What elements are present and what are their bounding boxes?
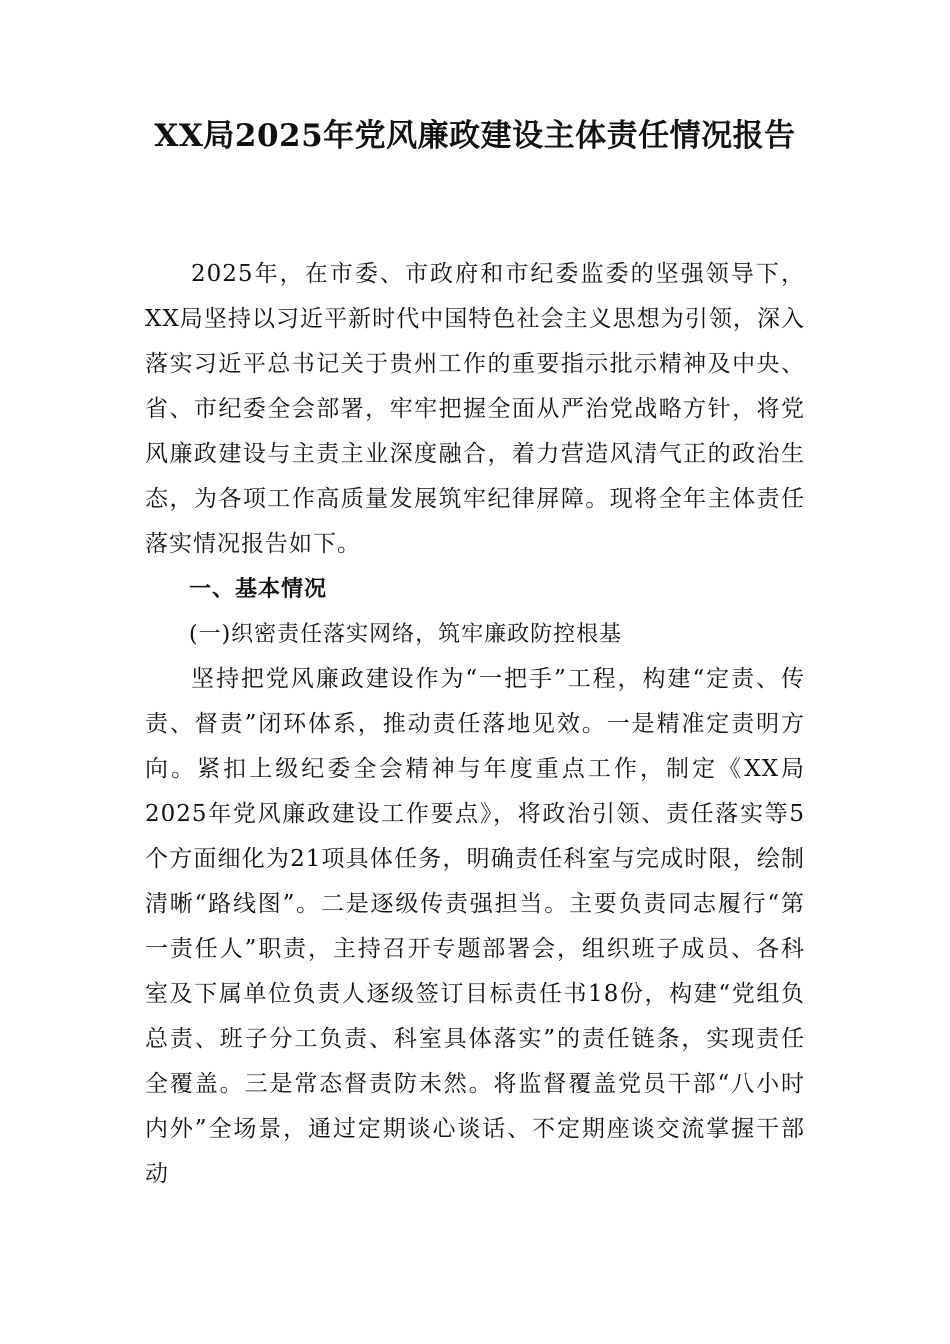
intro-paragraph: 2025年，在市委、市政府和市纪委监委的坚强领导下，XX局坚持以习近平新时代中国特色社会主义思想为引领，深入落实习近平总书记关于贵州工作的重要指示批示精神及中央、省、市纪委全会部署，牢牢把握全面从严治党战略方针，将党风廉政建设与主责主业深度融合，着力营造风清气正的政治生态，为各项工作高质量发展筑牢纪律屏障。现将全年主体责任落实情况报告如下。 <box>145 261 805 557</box>
subsection-heading-responsibility-network: (一)织密责任落实网络，筑牢廉政防控根基 <box>189 622 623 647</box>
document-body <box>145 252 805 1197</box>
subsection-paragraph-responsibility-network: 坚持把党风廉政建设作为“一把手”工程，构建“定责、传责、督责”闭环体系，推动责任落地见效。一是精准定责明方向。紧扣上级纪委全会精神与年度重点工作，制定《XX局2025年党风廉政建设工作要点》，将政治引领、责任落实等5个方面细化为21项具体任务，明确责任科室与完成时限，绘制清晰“路线图”。二是逐级传责强担当。主要负责同志履行“第一责任人”职责，主持召开专题部署会，组织班子成员、各科室及下属单位负责人逐级签订目标责任书18份，构建“党组负总责、班子分工负责、科室具体落实”的责任链条，实现责任全覆盖。三是常态督责防未然。将监督覆盖党员干部“八小时内外”全场景，通过定期谈心谈话、不定期座谈交流掌握干部动 <box>145 666 805 1187</box>
section-heading-basic-situation: 一、基本情况 <box>189 577 328 602</box>
document-title: XX局2025年党风廉政建设主体责任情况报告 <box>154 118 796 154</box>
